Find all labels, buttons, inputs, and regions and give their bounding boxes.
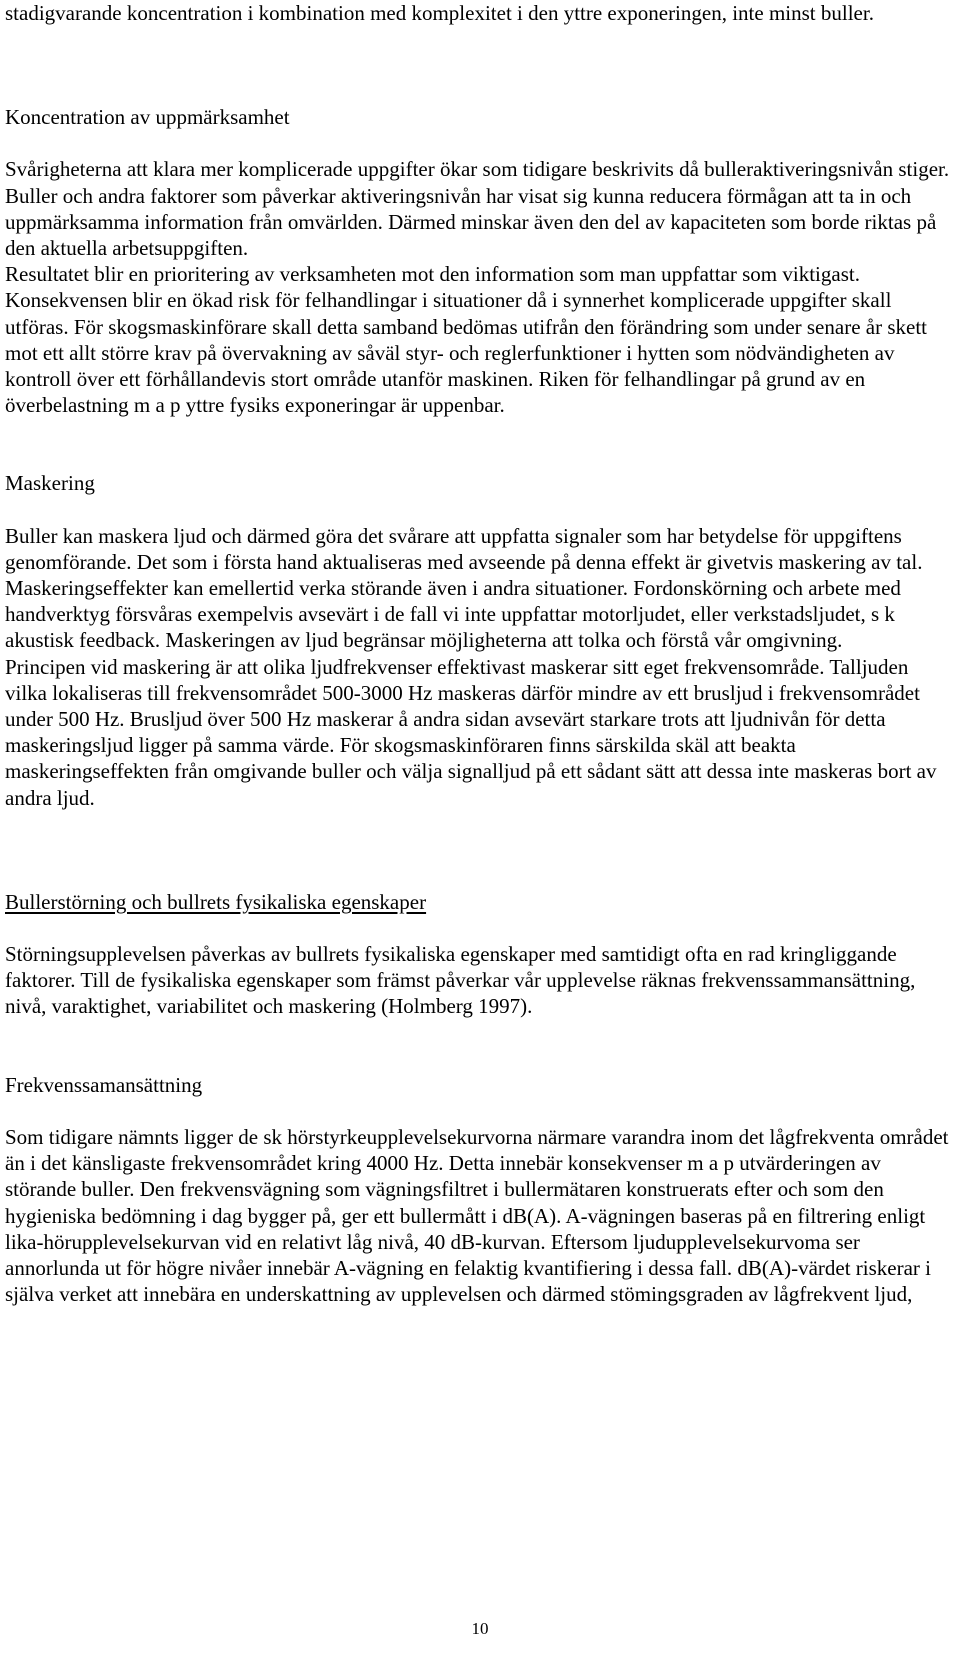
spacer [5, 915, 955, 941]
section-heading-masking: Maskering [5, 471, 95, 496]
section-heading-concentration: Koncentration av uppmärksamhet [5, 105, 290, 130]
section-heading-noise-properties: Bullerstörning och bullrets fysikaliska egenskaper [5, 889, 427, 914]
masking-paragraph-1: Buller kan maskera ljud och därmed göra det svårare att uppfatta signaler som har betydelse för uppgiftens genomförande. Det som i första hand aktualiseras med avseende på denna effekt är givetvis maskering av tal. Maskeringseffekter kan emellertid verka störande även i andra situationer. Fordonskörning och arbete med handverktyg försvåras exempelvis avsevärt i de fall vi inte uppfattar motorljudet, eller verkstadsljudet, s k akustisk feedback. Maskeringen av ljud begränsar möjligheterna att tolka och förstå vår omgivning. [5, 523, 923, 653]
intro-paragraph: stadigvarande koncentration i kombination med komplexitet i den yttre exponeringen, inte minst buller. [5, 1, 874, 25]
concentration-paragraph-2: Resultatet blir en prioritering av verksamheten mot den information som man uppfattar som viktigast. Konsekvensen blir en ökad risk för felhandlingar i situationer då i synnerhet komplicerade uppgifter skall utföras. För skogsmaskinförare skall detta samband bedömas utifrån den förändring som under senare år skett mot ett allt större krav på övervakning av såväl styr- och reglerfunktioner i hytten som nödvändigheten av kontroll över ett förhållandevis stort område utanför maskinen. Riken för felhandlingar på grund av en överbelastning m a p yttre fysiks exponeringar är uppenbar. [5, 262, 927, 418]
masking-paragraph-2: Principen vid maskering är att olika ljudfrekvenser effektivast maskerar sitt eget frekvensområde. Talljuden vilka lokaliseras till frekvensområdet 500-3000 Hz maskeras därför mindre av ett brusljud i frekvensområdet under 500 Hz. Brusljud över 500 Hz maskerar å andra sidan avsevärt starkare trots att ljudnivån för detta maskeringsljud ligger på samma värde. För skogsmaskinföraren finns särskilda skäl att beakta maskeringseffekten från omgivande buller och välja signalljud på ett sådant sätt att dessa inte maskeras bort av andra ljud. [5, 654, 937, 810]
spacer [5, 418, 955, 470]
section-heading-frequency: Frekvenssamansättning [5, 1072, 203, 1097]
document-page [5, 0, 955, 1307]
page-number: 10 [471, 1619, 489, 1638]
spacer [5, 1020, 955, 1072]
spacer [5, 811, 955, 889]
spacer [5, 130, 955, 156]
spacer [5, 497, 955, 523]
concentration-paragraph-1: Svårigheterna att klara mer komplicerade uppgifter ökar som tidigare beskrivits då bulleraktiveringsnivån stiger. Buller och andra faktorer som påverkar aktiveringsnivån har visat sig kunna reducera förmågan att ta in och uppmärksamma information från omvärlden. Därmed minskar även den del av kapaciteten som borde riktas på den aktuella arbetsuppgiften. [5, 157, 950, 261]
noise-properties-paragraph-1: Störningsupplevelsen påverkas av bullrets fysikaliska egenskaper med samtidigt ofta en rad kringliggande faktorer. Till de fysikaliska egenskaper som främst påverkar vår upplevelse räknas frekvenssammansättning, nivå, varaktighet, variabilitet och maskering (Holmberg 1997). [5, 942, 916, 1019]
spacer [5, 26, 955, 104]
spacer [5, 1098, 955, 1124]
frequency-paragraph-1: Som tidigare nämnts ligger de sk hörstyrkeupplevelsekurvorna närmare varandra inom det lågfrekventa området än i det känsligaste frekvensområdet kring 4000 Hz. Detta innebär konsekvenser m a p utvärderingen av störande buller. Den frekvensvägning som vägningsfiltret i bullermätaren konstruerats efter och som den hygieniska bedömning i dag bygger på, ger ett bullermått i dB(A). A-vägningen baseras på en filtrering enligt lika-hörupplevelsekurvan vid en relativt låg nivå, 40 dB-kurvan. Eftersom ljudupplevelsekurvoma ser annorlunda ut för högre nivåer innebär A-vägning en felaktig kvantifiering i dessa fall. dB(A)-värdet riskerar i själva verket att innebära en underskattning av upplevelsen och därmed stömingsgraden av lågfrekvent ljud, [5, 1124, 949, 1307]
